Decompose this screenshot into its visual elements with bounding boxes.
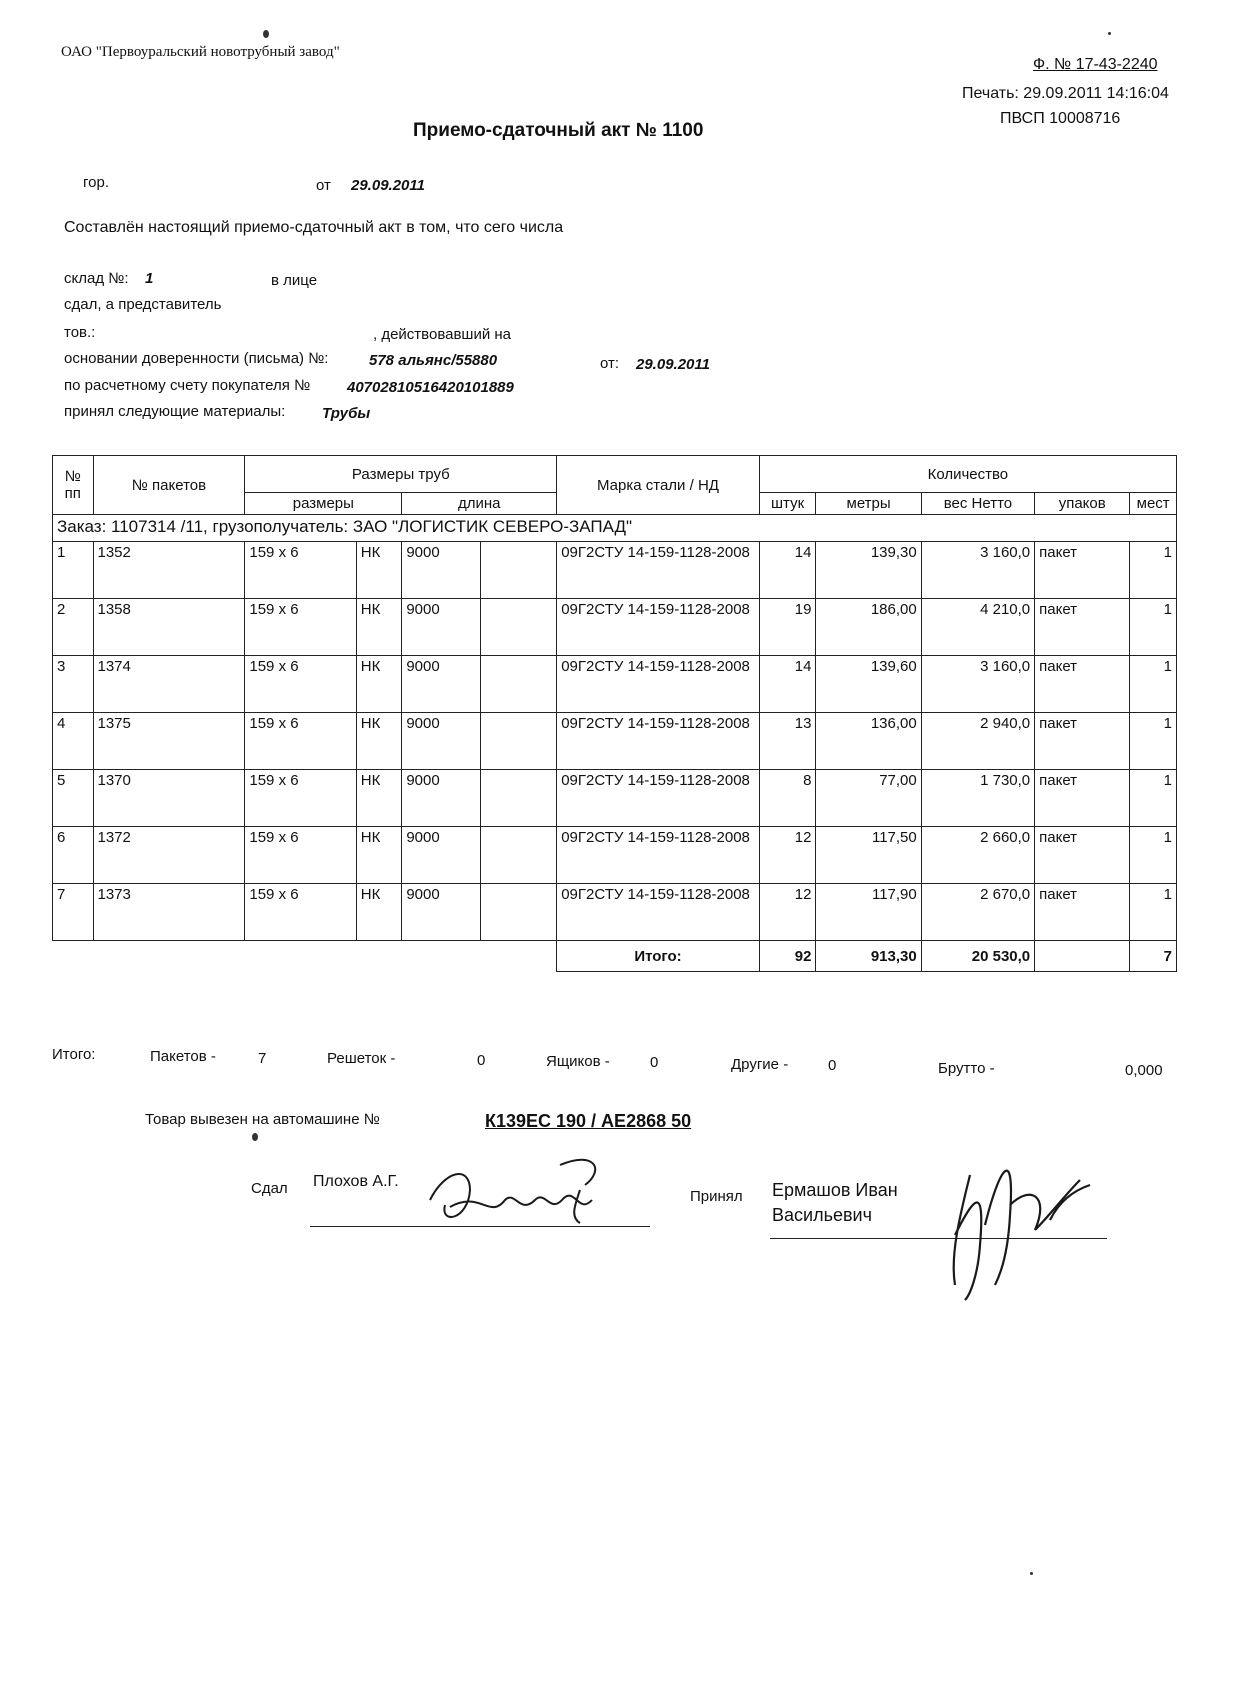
col-header-sizes: размеры — [245, 493, 402, 515]
col-header-pieces: штук — [759, 493, 816, 515]
cell-pcs: 19 — [759, 599, 816, 656]
cell-n: 1 — [53, 542, 94, 599]
cell-size: 159 x 6 — [245, 656, 356, 713]
warehouse-value: 1 — [145, 270, 154, 287]
accepted-by-name-1: Ермашов Иван — [772, 1180, 898, 1200]
account-label: по расчетному счету покупателя № — [64, 377, 311, 394]
accepted-signature-image — [940, 1135, 1100, 1305]
items-table — [52, 455, 1177, 972]
accepted-materials-label: принял следующие материалы: — [64, 403, 286, 420]
cell-pl: 1 — [1130, 827, 1177, 884]
cell-nk: НК — [356, 827, 402, 884]
cell-pl: 1 — [1130, 599, 1177, 656]
cell-pack: пакет — [1035, 884, 1130, 941]
accepted-by-label: Принял — [690, 1188, 743, 1205]
cell-n: 5 — [53, 770, 94, 827]
summary-other-label: Другие - — [731, 1056, 789, 1073]
cell-n: 2 — [53, 599, 94, 656]
company-name: ОАО "Первоуральский новотрубный завод" — [61, 44, 340, 60]
table-row — [53, 542, 1177, 599]
cell-pack: пакет — [1035, 770, 1130, 827]
table-row — [53, 656, 1177, 713]
cell-w: 1 730,0 — [921, 770, 1034, 827]
cell-w: 3 160,0 — [921, 656, 1034, 713]
cell-w: 2 940,0 — [921, 713, 1034, 770]
cell-packet: 1372 — [93, 827, 245, 884]
cell-len: 9000 — [402, 827, 481, 884]
cell-size: 159 x 6 — [245, 542, 356, 599]
cell-m: 117,50 — [816, 827, 921, 884]
cell-pack: пакет — [1035, 713, 1130, 770]
cell-m: 117,90 — [816, 884, 921, 941]
cell-size: 159 x 6 — [245, 770, 356, 827]
cell-packet: 1375 — [93, 713, 245, 770]
cell-pl: 1 — [1130, 770, 1177, 827]
accepted-by-name-2: Васильевич — [772, 1205, 872, 1225]
document-title: Приемо-сдаточный акт № 1100 — [413, 120, 704, 141]
date-label: от — [316, 177, 331, 194]
cell-m: 77,00 — [816, 770, 921, 827]
table-row — [53, 827, 1177, 884]
table-row — [53, 884, 1177, 941]
cell-len: 9000 — [402, 656, 481, 713]
cell-pack: пакет — [1035, 656, 1130, 713]
cell-n: 3 — [53, 656, 94, 713]
scan-speck — [263, 30, 269, 38]
in-person-label: в лице — [271, 272, 318, 289]
vehicle-label: Товар вывезен на автомашине № — [145, 1111, 380, 1128]
cell-packet: 1352 — [93, 542, 245, 599]
scan-speck — [252, 1133, 258, 1141]
cell-w: 3 160,0 — [921, 542, 1034, 599]
cell-nk: НК — [356, 713, 402, 770]
cell-nk: НК — [356, 656, 402, 713]
cell-len: 9000 — [402, 599, 481, 656]
print-timestamp: Печать: 29.09.2011 14:16:04 — [962, 85, 1169, 102]
cell-steel: 09Г2СТУ 14-159-1128-2008 — [557, 656, 760, 713]
cell-steel: 09Г2СТУ 14-159-1128-2008 — [557, 713, 760, 770]
cell-steel: 09Г2СТУ 14-159-1128-2008 — [557, 884, 760, 941]
materials-value: Трубы — [322, 405, 371, 422]
cell-pl: 1 — [1130, 656, 1177, 713]
poa-number: 578 альянс/55880 — [369, 352, 498, 369]
table-row — [53, 770, 1177, 827]
cell-pcs: 12 — [759, 827, 816, 884]
cell-len: 9000 — [402, 713, 481, 770]
cell-len: 9000 — [402, 770, 481, 827]
col-header-places: мест — [1130, 493, 1177, 515]
cell-packet: 1370 — [93, 770, 245, 827]
cell-nk: НК — [356, 770, 402, 827]
cell-len: 9000 — [402, 884, 481, 941]
warehouse-label: склад №: — [64, 270, 129, 287]
act-date: 29.09.2011 — [351, 177, 425, 194]
col-header-quantity: Количество — [759, 456, 1176, 493]
table-row — [53, 599, 1177, 656]
handed-by-name: Плохов А.Г. — [313, 1173, 399, 1190]
cell-pack: пакет — [1035, 542, 1130, 599]
col-header-pipe-sizes: Размеры труб — [245, 456, 557, 493]
poa-date: 29.09.2011 — [636, 356, 710, 373]
cell-pcs: 12 — [759, 884, 816, 941]
cell-pcs: 14 — [759, 542, 816, 599]
summary-packets: 7 — [258, 1050, 267, 1067]
col-header-num: № пп — [53, 456, 94, 515]
poa-date-label: от: — [600, 355, 620, 372]
cell-steel: 09Г2СТУ 14-159-1128-2008 — [557, 827, 760, 884]
cell-pcs: 8 — [759, 770, 816, 827]
summary-gross: 0,000 — [1125, 1062, 1163, 1079]
pvsp-code: ПВСП 10008716 — [1000, 110, 1121, 127]
cell-len: 9000 — [402, 542, 481, 599]
summary-label: Итого: — [52, 1046, 96, 1063]
handed-text: сдал, а представитель — [64, 296, 222, 313]
acting-text: , действовавший на — [373, 326, 512, 343]
scan-speck — [1030, 1572, 1033, 1575]
cell-pack: пакет — [1035, 599, 1130, 656]
handed-by-label: Сдал — [251, 1180, 288, 1197]
cell-w: 4 210,0 — [921, 599, 1034, 656]
cell-m: 139,30 — [816, 542, 921, 599]
col-header-length: длина — [402, 493, 557, 515]
col-header-steel: Марка стали / НД — [557, 456, 760, 515]
summary-grids-label: Решеток - — [327, 1050, 396, 1067]
cell-pl: 1 — [1130, 713, 1177, 770]
cell-packet: 1373 — [93, 884, 245, 941]
cell-size: 159 x 6 — [245, 713, 356, 770]
city-label: гор. — [83, 174, 109, 191]
vehicle-number: К139ЕС 190 / АЕ2868 50 — [485, 1111, 692, 1131]
totals-pieces: 92 — [759, 941, 816, 972]
cell-m: 186,00 — [816, 599, 921, 656]
cell-n: 6 — [53, 827, 94, 884]
account-number: 40702810516420101889 — [347, 379, 514, 396]
cell-n: 4 — [53, 713, 94, 770]
cell-pcs: 14 — [759, 656, 816, 713]
order-line: Заказ: 1107314 /11, грузополучатель: ЗАО "ЛОГИСТИК СЕВЕРО-ЗАПАД" — [53, 515, 1177, 542]
cell-packet: 1374 — [93, 656, 245, 713]
cell-pack: пакет — [1035, 827, 1130, 884]
summary-other: 0 — [828, 1057, 837, 1074]
cell-n: 7 — [53, 884, 94, 941]
cell-packet: 1358 — [93, 599, 245, 656]
cell-size: 159 x 6 — [245, 827, 356, 884]
cell-pl: 1 — [1130, 542, 1177, 599]
cell-steel: 09Г2СТУ 14-159-1128-2008 — [557, 599, 760, 656]
cell-size: 159 x 6 — [245, 599, 356, 656]
summary-grids: 0 — [477, 1052, 486, 1069]
totals-label: Итого: — [557, 941, 760, 972]
cell-size: 159 x 6 — [245, 884, 356, 941]
col-header-packaging: упаков — [1035, 493, 1130, 515]
cell-w: 2 660,0 — [921, 827, 1034, 884]
handed-signature-image — [410, 1145, 630, 1235]
table-rows — [53, 542, 1177, 941]
totals-weight: 20 530,0 — [921, 941, 1034, 972]
summary-packets-label: Пакетов - — [150, 1048, 216, 1065]
form-number: Ф. № 17-43-2240 — [1033, 56, 1158, 73]
cell-nk: НК — [356, 599, 402, 656]
cell-w: 2 670,0 — [921, 884, 1034, 941]
summary-gross-label: Брутто - — [938, 1060, 995, 1077]
poa-label: основании доверенности (письма) №: — [64, 350, 329, 367]
tov-label: тов.: — [64, 324, 96, 341]
cell-steel: 09Г2СТУ 14-159-1128-2008 — [557, 542, 760, 599]
col-header-weight: вес Нетто — [921, 493, 1034, 515]
cell-nk: НК — [356, 884, 402, 941]
cell-pcs: 13 — [759, 713, 816, 770]
summary-boxes: 0 — [650, 1054, 659, 1071]
cell-m: 136,00 — [816, 713, 921, 770]
intro-text: Составлён настоящий приемо-сдаточный акт в том, что сего числа — [64, 219, 564, 236]
table-row — [53, 713, 1177, 770]
totals-meters: 913,30 — [816, 941, 921, 972]
totals-places: 7 — [1130, 941, 1177, 972]
cell-pl: 1 — [1130, 884, 1177, 941]
cell-m: 139,60 — [816, 656, 921, 713]
col-header-packet: № пакетов — [93, 456, 245, 515]
col-header-meters: метры — [816, 493, 921, 515]
cell-nk: НК — [356, 542, 402, 599]
summary-boxes-label: Ящиков - — [546, 1053, 610, 1070]
cell-steel: 09Г2СТУ 14-159-1128-2008 — [557, 770, 760, 827]
scan-speck — [1108, 32, 1111, 35]
